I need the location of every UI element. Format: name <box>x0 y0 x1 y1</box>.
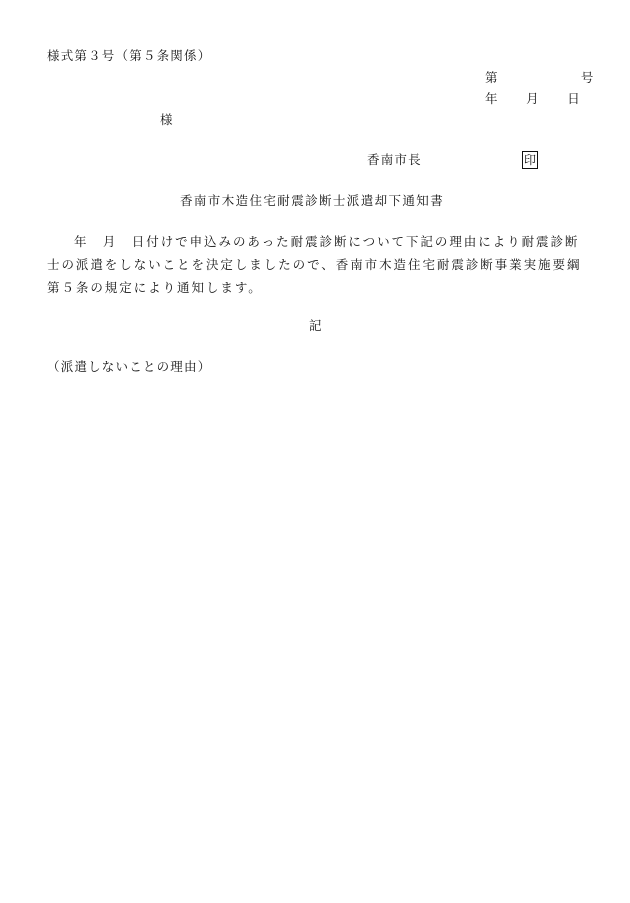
form-label: 様式第３号（第５条関係） <box>47 48 212 63</box>
body-text-line: 第５条の規定により通知します。 <box>47 280 263 295</box>
issuer-name: 香南市長 <box>367 152 422 167</box>
addressee-honorific: 様 <box>160 112 174 127</box>
document-title: 香南市木造住宅耐震診断士派遣却下通知書 <box>180 193 445 208</box>
document-number-line: 第 号 <box>485 70 595 85</box>
body-text-line: 士の派遣をしないことを決定しましたので、香南市木造住宅耐震診断事業実施要綱 <box>47 257 582 272</box>
document-date-line: 年 月 日 <box>485 91 581 106</box>
ki-heading: 記 <box>309 318 323 333</box>
body-text-line: 年 月 日付けで申込みのあった耐震診断について下記の理由により耐震診断 <box>74 234 580 249</box>
reason-label: （派遣しないことの理由） <box>47 359 212 374</box>
seal-mark: 印 <box>523 153 536 167</box>
